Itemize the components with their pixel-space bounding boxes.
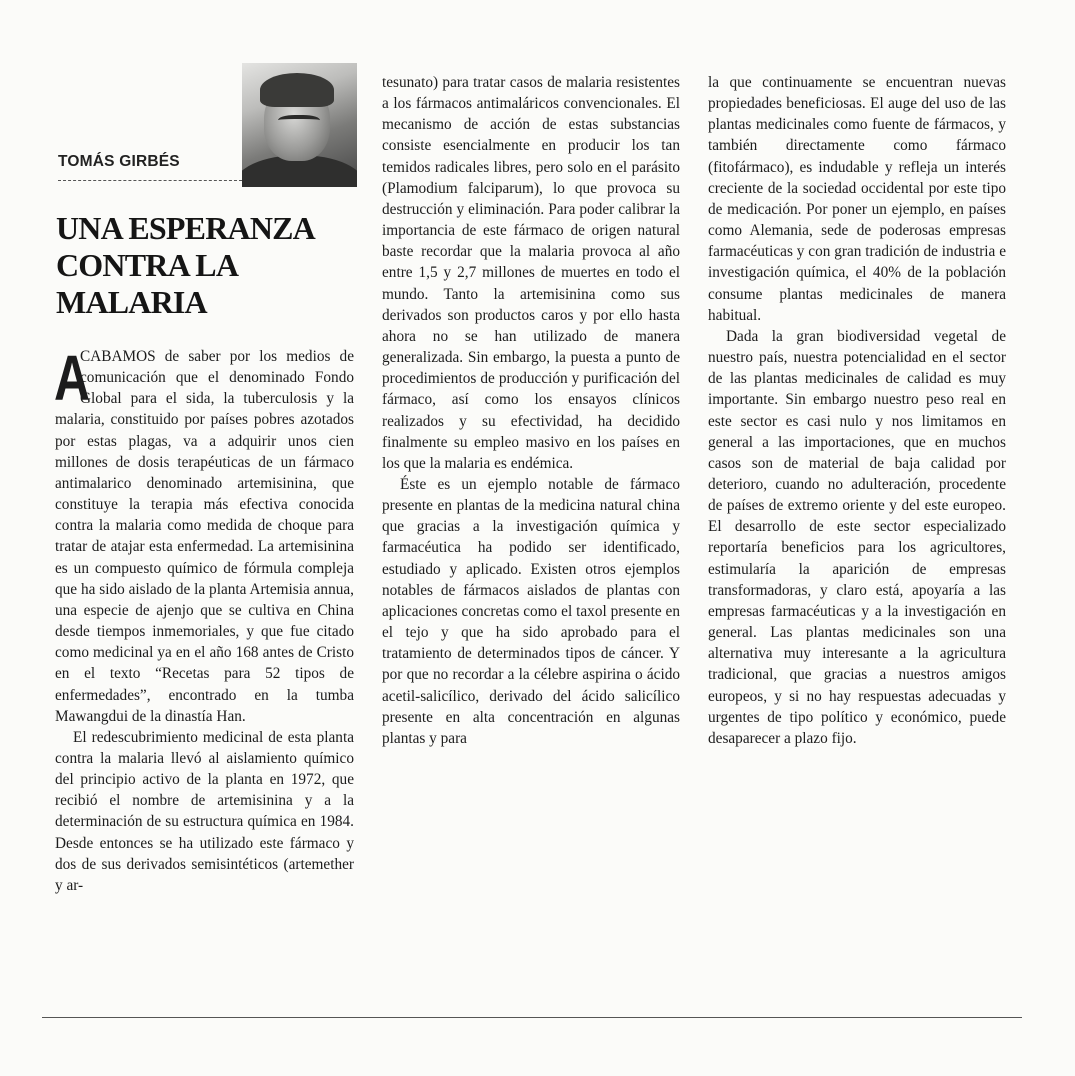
bottom-divider [42, 1017, 1022, 1018]
article-paragraph: tesunato) para tratar casos de malaria resistentes a los fármacos antimaláricos convencionales. El mecanismo de acción de estas substancias consiste esencialmente en producir los tan temidos radicales libres, pero solo en el parásito (Plamodium falciparum), lo que provoca su destrucción y eliminación. Para poder calibrar la importancia de este fármaco de origen natural baste recordar que la malaria provoca al año entre 1,5 y 2,7 millones de muertes en todo el mundo. Tanto la artemisinina como sus derivados son productos caros y por ello hasta ahora no se han utilizado de manera generalizada. Sin embargo, la puesta a punto de procedimientos de producción y purificación del fármaco, así como los ensayos clínicos realizados y su efectividad, ha decidido finalmente su empleo masivo en los países en los que la malaria es endémica. [382, 74, 680, 472]
photo-hair [260, 73, 334, 107]
headline-line: MALARIA [56, 284, 207, 320]
article-paragraph: El redescubrimiento medicinal de esta planta contra la malaria llevó al aislamiento químico del principio activo de la planta en 1972, que recibió el nombre de artemisinina y a la determinación de su estructura química en 1984. Desde entonces se ha utilizado este fármaco y dos de sus derivados semisintéticos (artemether y ar- [55, 728, 354, 894]
article-column-1 [54, 342, 354, 896]
article-paragraph: la que continuamente se encuentran nuevas propiedades beneficiosas. El auge del uso de las plantas medicinales como fuente de fármacos, y también directamente como fármaco (fitofármaco), es indudable y refleja un interés creciente de la sociedad occidental por este tipo de medicación. Por poner un ejemplo, en países como Alemania, sede de poderosas empresas farmacéuticas y con gran tradición de industria e investigación química, el 40% de la población consume plantas medicinales de manera habitual. [708, 74, 1006, 324]
drop-cap: A [54, 342, 91, 414]
photo-eyes [278, 115, 320, 128]
author-name: TOMÁS GIRBÉS [58, 153, 180, 170]
article-paragraph [54, 342, 354, 727]
author-photo [242, 63, 357, 187]
headline-line: CONTRA LA [56, 247, 239, 283]
headline-line: UNA ESPERANZA [56, 210, 315, 246]
article-column-3 [708, 72, 1006, 749]
paragraph-text: CABAMOS de saber por los medios de comunicación que el denominado Fondo Global para el sida, la tuberculosis y la malaria, constituido por países pobres azotados por estas plagas, va a adquirir unos cien millones de dosis terapéuticas de un fármaco antimalarico denominado artemisinina, que constituye la terapia más efectiva conocida contra la malaria como medida de choque para tratar de atajar esta enfermedad. La artemisinina es un compuesto químico de fórmula compleja que ha sido aislado de la planta Artemisia annua, una especie de ajenjo que se cultiva en China desde tiempos inmemoriales, y que fue citado como medicinal ya en el año 168 antes de Cristo en el texto “Recetas para 52 tipos de enfermedades”, encontrado en la tumba Mawangdui de la dinastía Han. [55, 348, 354, 725]
article-column-2 [382, 72, 680, 749]
headline [56, 210, 356, 321]
article-paragraph: Dada la gran biodiversidad vegetal de nuestro país, nuestra potencialidad en el sector de las plantas medicinales de calidad es muy importante. Sin embargo nuestro peso real en este sector es casi nulo y nos limitamos en general a las importaciones, que en muchos casos son de material de baja calidad por deterioro, cuando no adulteración, procedente de países de extremo oriente y del este europeo. El desarrollo de este sector especializado reportaría beneficios para los agricultores, estimularía la aparición de empresas transformadoras, y claro está, apoyaría a las empresas farmacéuticas y a la investigación en general. Las plantas medicinales son una alternativa muy interesante a la agricultura tradicional, que gracias a nuestros amigos europeos, y si no hay respuestas adecuadas y urgentes de tipo político y económico, puede desaparecer a plazo fijo. [708, 327, 1006, 747]
article-paragraph: Éste es un ejemplo notable de fármaco presente en plantas de la medicina natural china que gracias a la investigación química y farmacéutica ha podido ser identificado, estudiado y aplicado. Existen otros ejemplos notables de fármacos aislados de plantas con aplicaciones concretas como el taxol presente en el tejo y que ha sido aprobado para el tratamiento de determinados tipos de cáncer. Y por que no recordar a la célebre aspirina o ácido acetil-salicílico, derivado del ácido salicílico presente en alta concentración en algunas plantas y para [382, 475, 680, 747]
author-divider [58, 180, 242, 181]
